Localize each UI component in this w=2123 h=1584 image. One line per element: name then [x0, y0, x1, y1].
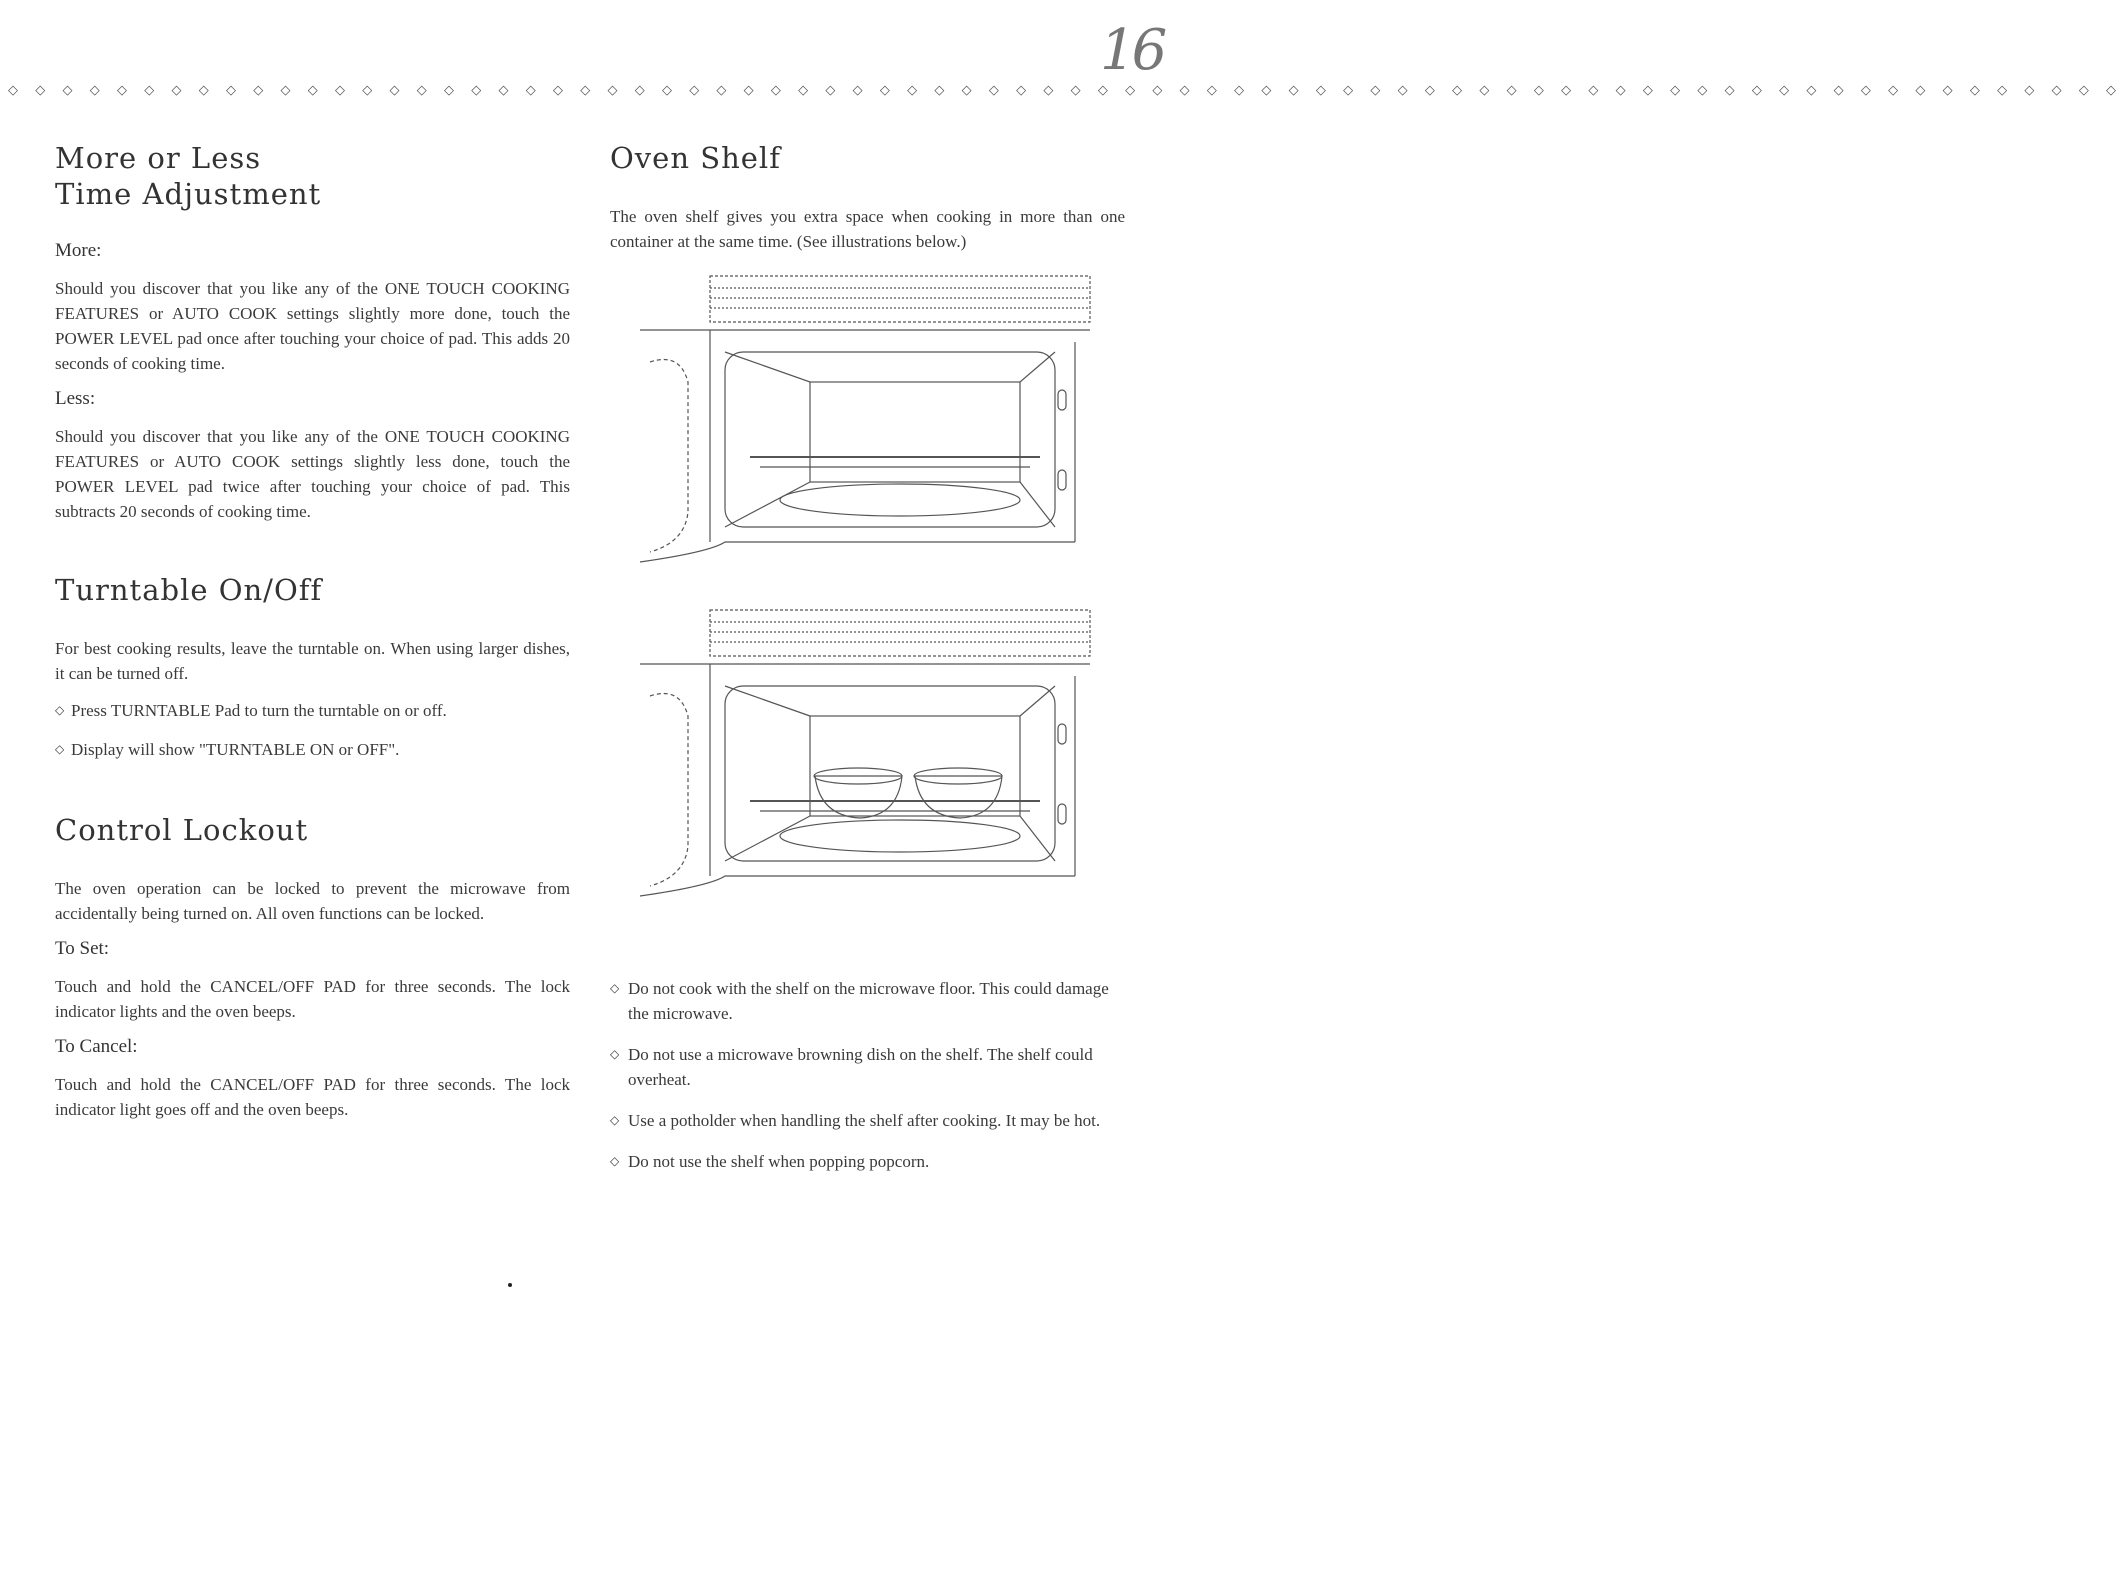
page-number: 16	[1100, 18, 1164, 83]
turntable-bullet	[55, 698, 570, 723]
right-column	[610, 140, 1125, 1190]
left-column	[55, 140, 570, 1134]
to-set-paragraph: Touch and hold the CANCEL/OFF PAD for three seconds. The lock indicator lights and the oven beeps.	[55, 977, 570, 1021]
turntable-bullet-text: Display will show "TURNTABLE ON or OFF".	[71, 740, 400, 759]
caution-text: Use a potholder when handling the shelf after cooking. It may be hot.	[628, 1111, 1101, 1130]
caution-item	[610, 1042, 1125, 1092]
microwave-shelf-bowls-drawing	[630, 606, 1090, 906]
to-set-heading: To Set:	[55, 938, 110, 959]
diamond-bullet-icon: ◇	[610, 981, 620, 995]
more-paragraph: Should you discover that you like any of the ONE TOUCH COOKING FEATURES or AUTO COOK settings slightly more done, touch the POWER LEVEL pad once after touching your choice of pad. This adds 20 seconds of cooking time.	[55, 279, 570, 373]
to-cancel-heading: To Cancel:	[55, 1036, 138, 1057]
time-adjust-title-line2: Time Adjustment	[55, 177, 322, 211]
less-heading: Less:	[55, 388, 96, 409]
caution-text: Do not use the shelf when popping popcorn.	[628, 1152, 930, 1171]
less-paragraph: Should you discover that you like any of the ONE TOUCH COOKING FEATURES or AUTO COOK settings slightly less done, touch the POWER LEVEL pad twice after touching your choice of pad. This subtracts 20 seconds of cooking time.	[55, 427, 570, 521]
diamond-bullet-icon: ◇	[610, 1154, 620, 1168]
oven-shelf-intro: The oven shelf gives you extra space when cooking in more than one container at the same time. (See illustrations below.)	[610, 207, 1125, 251]
lockout-title: Control Lockout	[55, 813, 309, 847]
caution-item	[610, 1108, 1125, 1133]
oven-shelf-illustration-bowls	[630, 606, 1090, 916]
time-adjust-title	[55, 140, 570, 212]
caution-item	[610, 1149, 1125, 1174]
more-heading: More:	[55, 240, 102, 261]
turntable-title: Turntable On/Off	[55, 573, 323, 607]
diamond-bullet-icon: ◇	[610, 1047, 620, 1061]
to-cancel-paragraph: Touch and hold the CANCEL/OFF PAD for three seconds. The lock indicator light goes off and the oven beeps.	[55, 1075, 570, 1119]
lockout-intro: The oven operation can be locked to prevent the microwave from accidentally being turned on. All oven functions can be locked.	[55, 879, 570, 923]
turntable-intro: For best cooking results, leave the turntable on. When using larger dishes, it can be turned off.	[55, 639, 570, 683]
diamond-bullet-icon: ◇	[55, 742, 65, 756]
turntable-bullet	[55, 737, 570, 762]
scan-artifact-dot	[508, 1283, 512, 1287]
caution-text: Do not use a microwave browning dish on the shelf. The shelf could overheat.	[628, 1045, 1093, 1089]
diamond-bullet-icon: ◇	[610, 1113, 620, 1127]
turntable-bullet-text: Press TURNTABLE Pad to turn the turntable on or off.	[71, 701, 447, 720]
oven-shelf-cautions	[610, 976, 1125, 1174]
caution-item	[610, 976, 1125, 1026]
time-adjust-title-line1: More or Less	[55, 141, 262, 175]
diamond-bullet-icon: ◇	[55, 703, 65, 717]
microwave-shelf-drawing	[630, 272, 1090, 572]
caution-text: Do not cook with the shelf on the microwave floor. This could damage the microwave.	[628, 979, 1109, 1023]
oven-shelf-illustration-empty	[630, 272, 1090, 582]
ornamental-divider: ◇ ◇ ◇ ◇ ◇ ◇ ◇ ◇ ◇ ◇ ◇ ◇ ◇ ◇ ◇ ◇ ◇ ◇ ◇ ◇ ◇ ◇ ◇ ◇ ◇ ◇ ◇ ◇ ◇ ◇ ◇ ◇ ◇ ◇ ◇ ◇ ◇ ◇ ◇ ◇ ◇ ◇ ◇ ◇ ◇ ◇ ◇ ◇ ◇ ◇ ◇ ◇ ◇ ◇ ◇ ◇ ◇ ◇ ◇ ◇ ◇ ◇ ◇ ◇ ◇ ◇ ◇ ◇ ◇ ◇ ◇ ◇ ◇ ◇ ◇ ◇ ◇ ◇	[8, 82, 2123, 97]
oven-shelf-title: Oven Shelf	[610, 141, 781, 175]
